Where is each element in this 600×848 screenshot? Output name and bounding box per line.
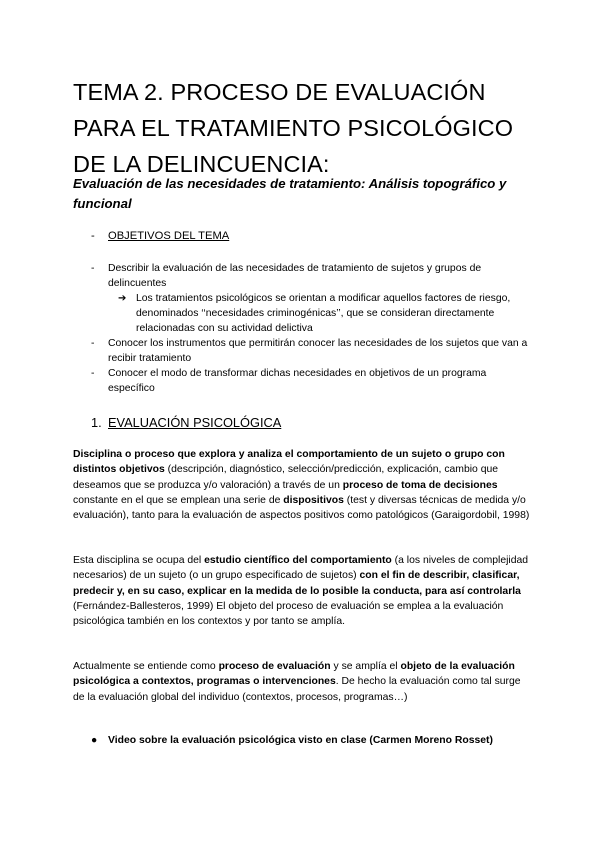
arrow-icon: ➔ bbox=[118, 293, 127, 304]
bold-text: proceso de toma de decisiones bbox=[342, 479, 498, 491]
objective-text: Conocer el modo de transformar dichas necesidades en objetivos de un programa específico bbox=[108, 368, 487, 394]
paragraph-text: (a los niveles de complejidad necesarios) de un sujeto (o un grupo especificado de sujetos) bbox=[73, 555, 529, 582]
objective-subitem bbox=[118, 291, 531, 336]
bold-text: proceso de evaluación bbox=[218, 661, 331, 672]
paragraph-definition bbox=[73, 447, 533, 523]
paragraph-text: (descripción, diagnóstico, selección/predicción, explicación, cambio que deseamos que se produzca y/o valoración) a través de un bbox=[73, 464, 499, 491]
paragraph-text: (Fernández-Ballesteros, 1999) El objeto del proceso de evaluación se emplea a la evaluación psicológica también en los contextos y por tanto se amplía. bbox=[73, 600, 504, 628]
objective-item bbox=[91, 366, 531, 396]
section-number: 1. bbox=[91, 415, 102, 430]
paragraph-scope bbox=[73, 553, 533, 629]
bold-text: con el fin de describir, clasificar, predecir y, en su caso, explicar en la medida de lo posible la conducta, para así controlarla bbox=[73, 570, 521, 597]
list-dash: - bbox=[91, 230, 95, 242]
objective-item bbox=[91, 336, 531, 366]
video-bullet-text: Video sobre la evaluación psicológica visto en clase (Carmen Moreno Rosset) bbox=[108, 735, 493, 746]
bold-text: dispositivos bbox=[283, 494, 344, 506]
list-dash: - bbox=[91, 338, 95, 349]
paragraph-text: y se amplía el bbox=[330, 661, 401, 672]
paragraph-text: Esta disciplina se ocupa del bbox=[73, 555, 205, 566]
paragraph-text: . De hecho la evaluación como tal surge de la evaluación global del individuo (contextos, procesos, programas…) bbox=[73, 676, 521, 703]
paragraph-text: constante en el que se emplean una serie de bbox=[73, 494, 284, 506]
objectives-list bbox=[91, 261, 531, 396]
objective-subitem-text: Los tratamientos psicológicos se orientan a modificar aquellos factores de riesgo, denominados ‘‘necesidades criminogénicas’’, que se consideran directamente relacionadas con su actividad delictiva bbox=[136, 293, 511, 334]
bold-text: Disciplina o proceso que explora y analiza el comportamiento de un sujeto o grupo con distintos objetivos bbox=[73, 449, 505, 476]
list-dash: - bbox=[91, 368, 95, 379]
bullet-dot: ● bbox=[91, 735, 98, 746]
paragraph-text: (test y diversas técnicas de medida y/o evaluación), tanto para la evaluación de aspectos positivos como patológicos (Garaigordobil, 1998) bbox=[73, 494, 530, 522]
paragraph-text: Actualmente se entiende como bbox=[73, 661, 219, 672]
objectives-heading-text: OBJETIVOS DEL TEMA bbox=[108, 230, 230, 242]
bold-text: objeto de la evaluación psicológica a contextos, programas o intervenciones bbox=[73, 661, 515, 688]
objective-text: Conocer los instrumentos que permitirán conocer las necesidades de los sujetos que van a recibir tratamiento bbox=[108, 338, 528, 364]
document-subtitle: Evaluación de las necesidades de tratamiento: Análisis topográfico y funcional bbox=[73, 176, 507, 211]
paragraph-current bbox=[73, 659, 533, 705]
list-dash: - bbox=[91, 263, 95, 274]
objective-item bbox=[91, 261, 531, 291]
objective-text: Describir la evaluación de las necesidades de tratamiento de sujetos y grupos de delincuentes bbox=[108, 263, 482, 289]
document-title: TEMA 2. PROCESO DE EVALUACIÓN PARA EL TRATAMIENTO PSICOLÓGICO DE LA DELINCUENCIA: bbox=[73, 79, 514, 177]
section-heading-text: EVALUACIÓN PSICOLÓGICA bbox=[108, 415, 282, 430]
bold-text: estudio científico del comportamiento bbox=[204, 555, 392, 566]
